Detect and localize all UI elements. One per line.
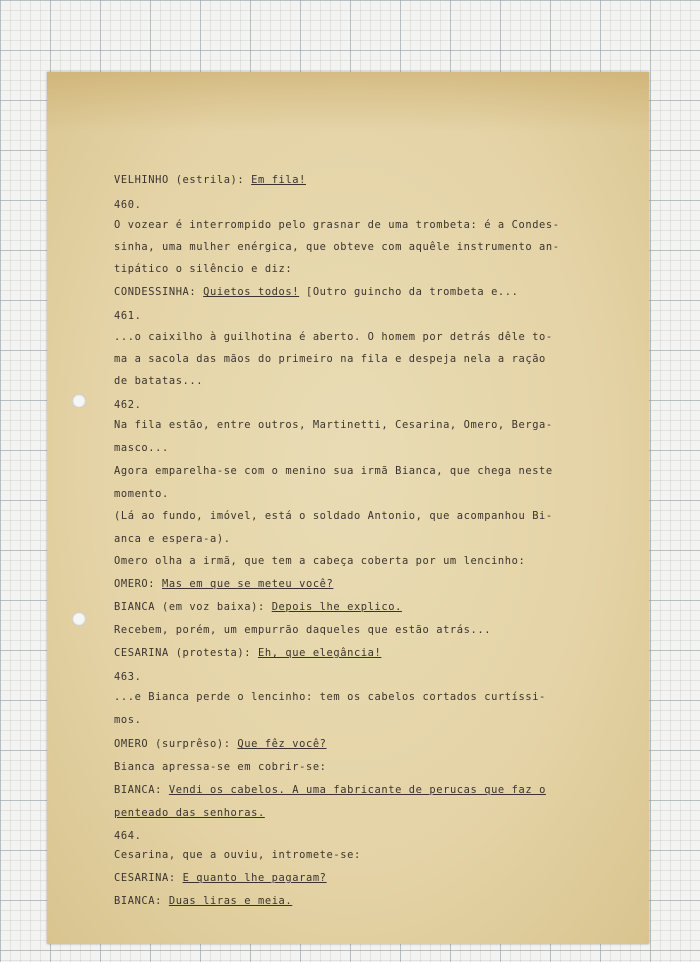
script-line: ...e Bianca perde o lencinho: tem os cabelos cortados curtíssi-	[114, 691, 546, 703]
punch-hole	[72, 394, 86, 408]
script-line: OMERO: Mas em que se meteu você?	[114, 578, 334, 590]
script-line: Na fila estão, entre outros, Martinetti, Cesarina, Omero, Berga-	[114, 419, 553, 431]
script-line: mos.	[114, 714, 142, 726]
script-line: de batatas...	[114, 375, 204, 387]
script-line: tipático o silêncio e diz:	[114, 263, 293, 275]
script-line: ma a sacola das mãos do primeiro na fila e despeja nela a ração	[114, 353, 546, 365]
punch-hole	[72, 612, 86, 626]
water-stain	[47, 72, 649, 132]
script-line: (Lá ao fundo, imóvel, está o soldado Antonio, que acompanhou Bi-	[114, 510, 553, 522]
shot-number: 464.	[114, 830, 142, 842]
script-line: penteado das senhoras.	[114, 807, 265, 819]
shot-number: 460.	[114, 199, 142, 211]
script-line: BIANCA (em voz baixa): Depois lhe explico.	[114, 601, 402, 613]
script-line: CONDESSINHA: Quietos todos! [Outro guincho da trombeta e...	[114, 286, 519, 298]
script-line: Bianca apressa-se em cobrir-se:	[114, 761, 327, 773]
shot-number: 463.	[114, 671, 142, 683]
script-line: anca e espera-a).	[114, 533, 231, 545]
script-line: BIANCA: Vendi os cabelos. A uma fabricante de perucas que faz o	[114, 784, 546, 796]
script-line: CESARINA: E quanto lhe pagaram?	[114, 872, 327, 884]
script-line: O vozear é interrompido pelo grasnar de uma trombeta: é a Condes-	[114, 219, 560, 231]
shot-number: 462.	[114, 399, 142, 411]
script-line: VELHINHO (estrila): Em fila!	[114, 174, 306, 186]
script-line: sinha, uma mulher enérgica, que obteve com aquêle instrumento an-	[114, 241, 560, 253]
script-line: Omero olha a irmã, que tem a cabeça coberta por um lencinho:	[114, 555, 526, 567]
script-line: momento.	[114, 488, 169, 500]
script-line: ...o caixilho à guilhotina é aberto. O homem por detrás dêle to-	[114, 331, 553, 343]
script-line: Cesarina, que a ouviu, intromete-se:	[114, 849, 361, 861]
script-line: BIANCA: Duas liras e meia.	[114, 895, 293, 907]
script-line: Recebem, porém, um empurrão daqueles que estão atrás...	[114, 624, 492, 636]
script-line: OMERO (surprêso): Que fêz você?	[114, 738, 327, 750]
script-line: masco...	[114, 442, 169, 454]
script-line: CESARINA (protesta): Eh, que elegância!	[114, 647, 382, 659]
shot-number: 461.	[114, 310, 142, 322]
script-line: Agora emparelha-se com o menino sua irmã Bianca, que chega neste	[114, 465, 553, 477]
